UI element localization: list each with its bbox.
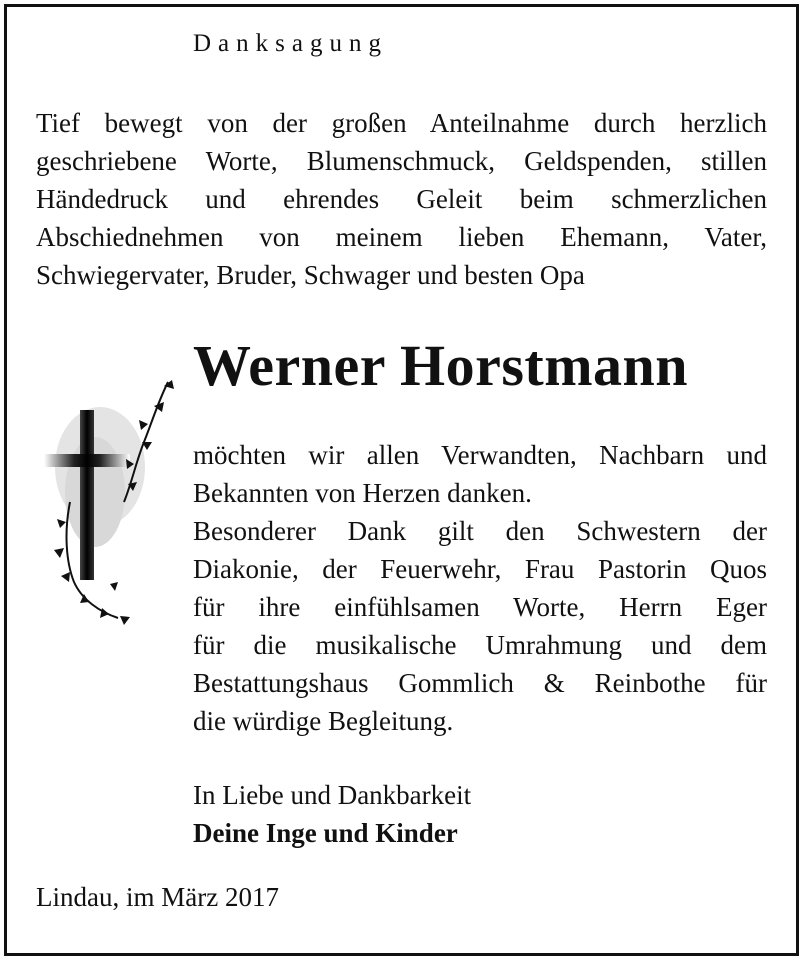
deceased-name: Werner Horstmann	[193, 333, 689, 398]
thanks-line: Diakonie, der Feuerwehr, Frau Pastorin Quos	[193, 554, 767, 584]
thanks-line: die würdige Begleitung.	[193, 706, 454, 736]
thanks-line: möchten wir allen Verwandten, Nachbarn und	[193, 440, 767, 470]
intro-paragraph	[36, 104, 767, 294]
thanks-paragraph	[193, 436, 767, 740]
thanks-line: für ihre einfühlsamen Worte, Herrn Eger	[193, 592, 767, 622]
closing-block	[193, 776, 471, 852]
intro-line: Abschiednehmen von meinem lieben Ehemann, Vater,	[36, 222, 767, 252]
intro-line: Tief bewegt von der großen Anteilnahme durch herzlich	[36, 108, 767, 138]
notice-heading: Danksagung	[193, 30, 388, 57]
intro-line: geschriebene Worte, Blumenschmuck, Geldspenden, stillen	[36, 146, 767, 176]
intro-line: Händedruck und ehrendes Geleit beim schmerzlichen	[36, 184, 767, 214]
cross-with-ivy-icon	[40, 372, 180, 632]
intro-line: Schwiegervater, Bruder, Schwager und besten Opa	[36, 260, 585, 290]
thanks-line: Bekannten von Herzen danken.	[193, 478, 532, 508]
thanks-line: Besonderer Dank gilt den Schwestern der	[193, 516, 767, 546]
thanks-line: für die musikalische Umrahmung und dem	[193, 630, 767, 660]
place-date: Lindau, im März 2017	[36, 882, 279, 912]
closing-greeting: In Liebe und Dankbarkeit	[193, 780, 472, 810]
thanks-line: Bestattungshaus Gommlich & Reinbothe für	[193, 668, 767, 698]
signature: Deine Inge und Kinder	[193, 818, 458, 848]
